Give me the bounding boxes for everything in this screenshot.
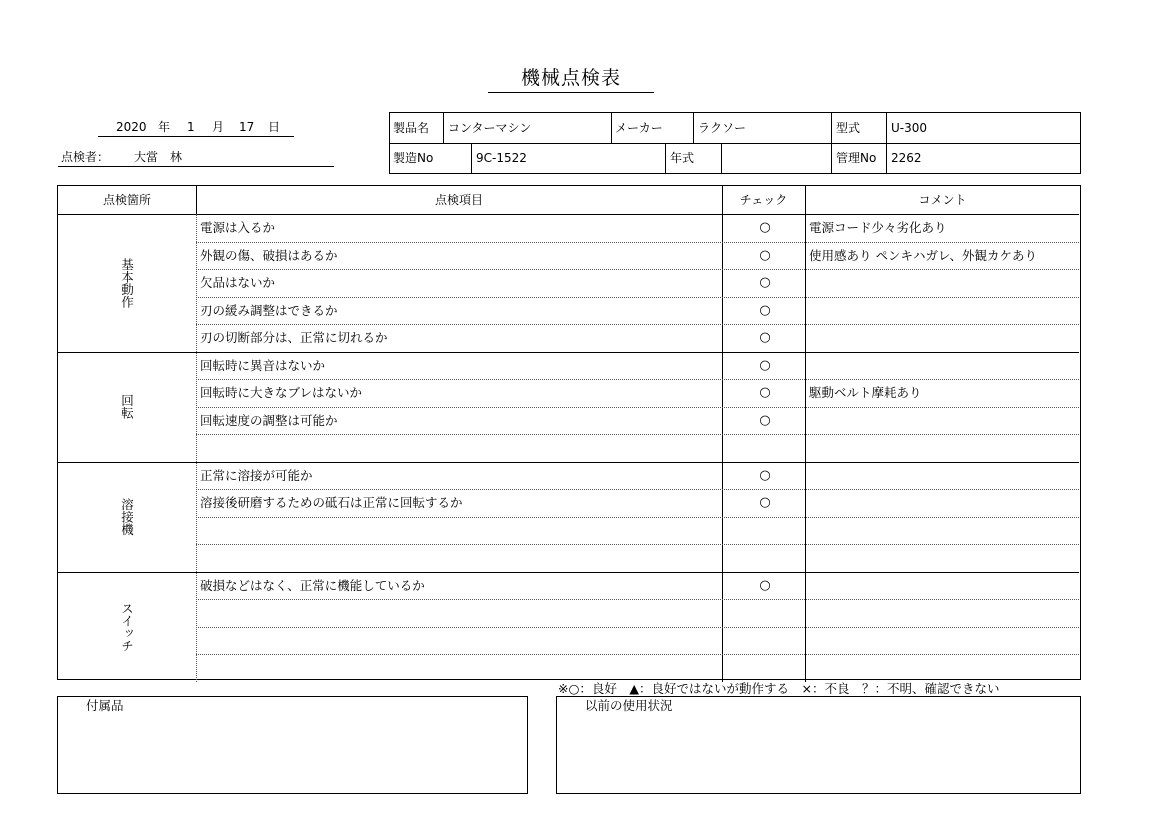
section-label: スイッチ bbox=[119, 601, 135, 652]
previous-use-box[interactable] bbox=[556, 696, 1081, 794]
check-mark[interactable]: ○ bbox=[759, 330, 771, 345]
header-comment: コメント bbox=[918, 193, 967, 207]
product-name-label: 製品名 bbox=[393, 121, 430, 135]
inspection-table bbox=[57, 185, 1081, 680]
product-name-value[interactable]: コンターマシン bbox=[448, 121, 532, 135]
inspection-date bbox=[98, 118, 294, 137]
product-info-table bbox=[389, 112, 1081, 174]
serial-value[interactable]: 9C-1522 bbox=[476, 151, 527, 165]
maker-label: メーカー bbox=[615, 121, 663, 135]
page-title: 機械点検表 bbox=[488, 64, 654, 93]
date-day-unit: 日 bbox=[268, 120, 281, 134]
check-mark[interactable] bbox=[724, 434, 806, 461]
check-mark[interactable] bbox=[724, 627, 806, 654]
check-legend: ※○：良好 ▲：良好ではないが動作する ×：不良 ？：不明、確認できない bbox=[558, 681, 1000, 696]
section-label: 基本動作 bbox=[119, 257, 135, 308]
check-mark[interactable]: ○ bbox=[759, 412, 771, 428]
accessories-box[interactable] bbox=[57, 696, 528, 794]
comment-cell[interactable]: 駆動ベルト摩耗あり bbox=[809, 385, 922, 400]
inspection-item: 刃の切断部分は、正常に切れるか bbox=[200, 330, 388, 345]
model-value[interactable]: U-300 bbox=[891, 121, 928, 135]
previous-use-label: 以前の使用状況 bbox=[585, 698, 673, 713]
check-mark[interactable]: ○ bbox=[759, 577, 771, 593]
check-mark[interactable]: ○ bbox=[759, 495, 771, 510]
date-year[interactable]: 2020 bbox=[116, 120, 147, 134]
date-day[interactable]: 17 bbox=[239, 120, 255, 134]
check-mark[interactable]: ○ bbox=[759, 302, 771, 318]
check-mark[interactable]: ○ bbox=[759, 357, 771, 373]
header-item: 点検項目 bbox=[434, 193, 483, 207]
check-mark[interactable]: ○ bbox=[759, 467, 771, 483]
comment-cell[interactable]: 電源コード少々劣化あり bbox=[809, 220, 947, 235]
comment-cell[interactable]: 使用感あり ペンキハガレ、外観カケあり bbox=[809, 247, 1037, 263]
inspection-item: 破損などはなく、正常に機能しているか bbox=[200, 577, 425, 593]
header-check: チェック bbox=[739, 193, 788, 207]
inspection-item: 電源は入るか bbox=[200, 220, 276, 235]
inspector-row bbox=[58, 148, 334, 167]
maker-value[interactable]: ラクソー bbox=[698, 121, 747, 135]
date-year-unit: 年 bbox=[158, 120, 171, 134]
inspector-name[interactable]: 大當 林 bbox=[134, 150, 183, 164]
section-label: 回転 bbox=[119, 394, 135, 419]
management-no-label: 管理No bbox=[836, 151, 877, 165]
inspection-item: 欠品はないか bbox=[200, 275, 276, 290]
check-mark[interactable]: ○ bbox=[759, 385, 771, 400]
model-label: 型式 bbox=[836, 121, 861, 135]
date-month[interactable]: 1 bbox=[187, 120, 195, 134]
inspection-item: 刃の緩み調整はできるか bbox=[200, 302, 338, 318]
date-month-unit: 月 bbox=[212, 120, 225, 134]
check-mark[interactable]: ○ bbox=[759, 220, 771, 235]
inspection-item: 外観の傷、破損はあるか bbox=[200, 247, 338, 263]
check-mark[interactable] bbox=[724, 517, 806, 544]
check-mark[interactable] bbox=[724, 654, 806, 681]
serial-label: 製造No bbox=[393, 151, 434, 165]
inspection-item: 溶接後研磨するための砥石は正常に回転するか bbox=[200, 495, 463, 510]
inspector-label: 点検者： bbox=[61, 150, 110, 164]
check-mark[interactable]: ○ bbox=[759, 275, 771, 290]
section-label: 溶接機 bbox=[119, 497, 135, 536]
inspection-item: 回転時に異音はないか bbox=[200, 357, 326, 373]
check-mark[interactable] bbox=[724, 599, 806, 626]
header-place: 点検箇所 bbox=[102, 193, 151, 207]
inspection-item: 正常に溶接が可能か bbox=[200, 467, 313, 483]
year-model-label: 年式 bbox=[670, 151, 695, 165]
check-mark[interactable] bbox=[724, 544, 806, 571]
management-no-value[interactable]: 2262 bbox=[891, 151, 922, 165]
accessories-label: 付属品 bbox=[86, 698, 124, 713]
inspection-item: 回転時に大きなブレはないか bbox=[200, 385, 363, 400]
check-mark[interactable]: ○ bbox=[759, 247, 771, 263]
inspection-item: 回転速度の調整は可能か bbox=[200, 412, 338, 428]
